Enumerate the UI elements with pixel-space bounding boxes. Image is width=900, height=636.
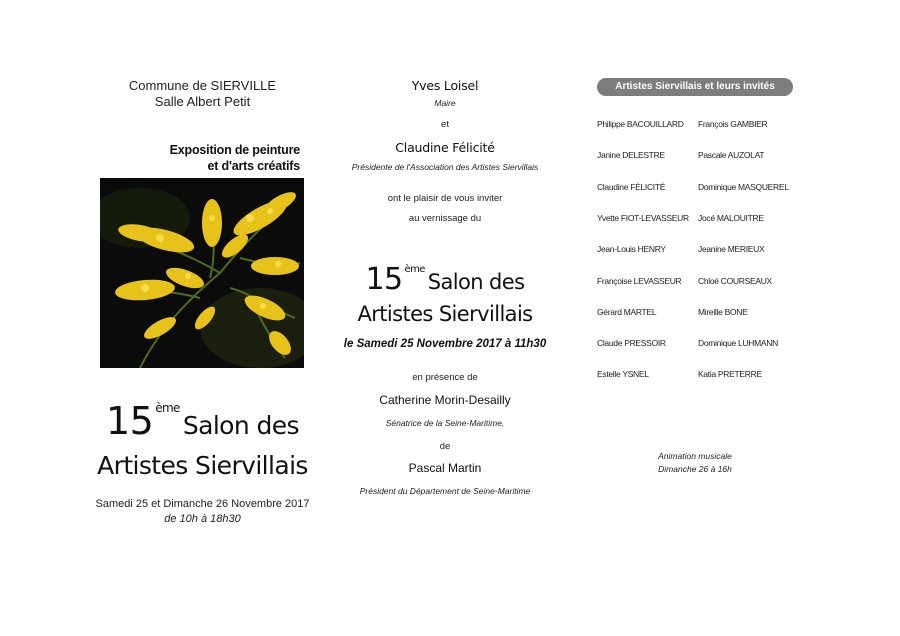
anim-line-1: Animation musicale xyxy=(658,451,732,461)
artist-name: Estelle YSNEL xyxy=(597,369,649,380)
de-text: de xyxy=(439,441,451,452)
salon-word: Salon des xyxy=(427,270,525,294)
artist-name: Philippe BACOUILLARD xyxy=(597,119,684,129)
anim-line-2: Dimanche 26 à 16h xyxy=(658,464,732,474)
host2-role: Présidente de l'Association des Artistes Siervillais xyxy=(351,162,539,172)
expo-line-2: et d'arts créatifs xyxy=(207,159,300,173)
middle-column xyxy=(330,0,560,636)
left-column xyxy=(85,0,320,636)
exhibition-dates xyxy=(85,497,320,527)
guest2-role: Président du Département de Seine-Maritime xyxy=(359,486,531,496)
right-column xyxy=(580,0,810,636)
commune-name: Commune de SIERVILLE xyxy=(128,78,277,93)
vernissage-date: le Samedi 25 Novembre 2017 à 11h30 xyxy=(343,338,547,350)
guest2-name: Pascal Martin xyxy=(408,461,482,475)
artist-name: Jeanine MERIEUX xyxy=(698,244,765,255)
salon-number: 15 xyxy=(365,262,403,297)
salon-superscript: ème xyxy=(155,401,180,415)
salon-word: Salon des xyxy=(182,411,299,440)
musical-animation xyxy=(650,450,740,476)
salon-number: 15 xyxy=(106,399,154,443)
artist-name: Dominique MASQUEREL xyxy=(698,181,789,192)
artist-name: Jean-Louis HENRY xyxy=(597,244,666,255)
commune-header xyxy=(85,78,320,110)
host2-name: Claudine Félicité xyxy=(395,140,495,155)
guest1-role: Sénatrice de la Seine-Maritime, xyxy=(385,418,505,428)
goldenrod-illustration xyxy=(100,178,304,368)
artist-name: Dominique LUHMANN xyxy=(698,338,778,349)
invite-line-1: ont le plaisir de vous inviter xyxy=(387,193,503,204)
salon-superscript: ème xyxy=(404,264,425,275)
exposition-title xyxy=(85,142,300,174)
artist-name: Janine DELESTRE xyxy=(597,150,665,161)
artist-name: Yvette FIOT-LEVASSEUR xyxy=(597,212,689,223)
host1-role: Maire xyxy=(434,98,456,108)
dates-line-2: de 10h à 18h30 xyxy=(164,513,241,525)
salon-title-left xyxy=(85,388,320,483)
artist-name: Claudine FÉLICITÉ xyxy=(597,181,666,192)
artist-name: Jocé MALOUITRE xyxy=(698,212,764,223)
invite-line-2: au vernissage du xyxy=(408,213,482,224)
salle-name: Salle Albert Petit xyxy=(154,94,251,109)
dates-line-1: Samedi 25 et Dimanche 26 Novembre 2017 xyxy=(95,498,310,510)
artist-name: Pascale AUZOLAT xyxy=(698,150,765,161)
artist-name: Claude PRESSOIR xyxy=(597,338,666,349)
artist-name: François GAMBIER xyxy=(698,119,768,129)
salon-line-2: Artistes Siervillais xyxy=(97,451,308,480)
salon-line-2: Artistes Siervillais xyxy=(357,302,533,326)
expo-line-1: Exposition de peinture xyxy=(169,143,300,157)
host1-name: Yves Loisel xyxy=(411,78,479,93)
goldenrod-photo xyxy=(100,178,304,368)
and-text: et xyxy=(441,119,449,130)
artist-name: Mireille BONE xyxy=(698,306,748,317)
artist-name: Françoise LEVASSEUR xyxy=(597,275,682,286)
artist-name: Gérard MARTEL xyxy=(597,306,657,317)
artists-banner: Artistes Siervillais et leurs invités xyxy=(597,78,793,96)
guest1-name: Catherine Morin-Desailly xyxy=(379,393,511,407)
presence-text: en présence de xyxy=(412,372,478,383)
salon-title-middle xyxy=(330,254,560,328)
artist-name: Katia PRETERRE xyxy=(698,369,762,380)
artist-name: Chloé COURSEAUX xyxy=(698,275,772,286)
